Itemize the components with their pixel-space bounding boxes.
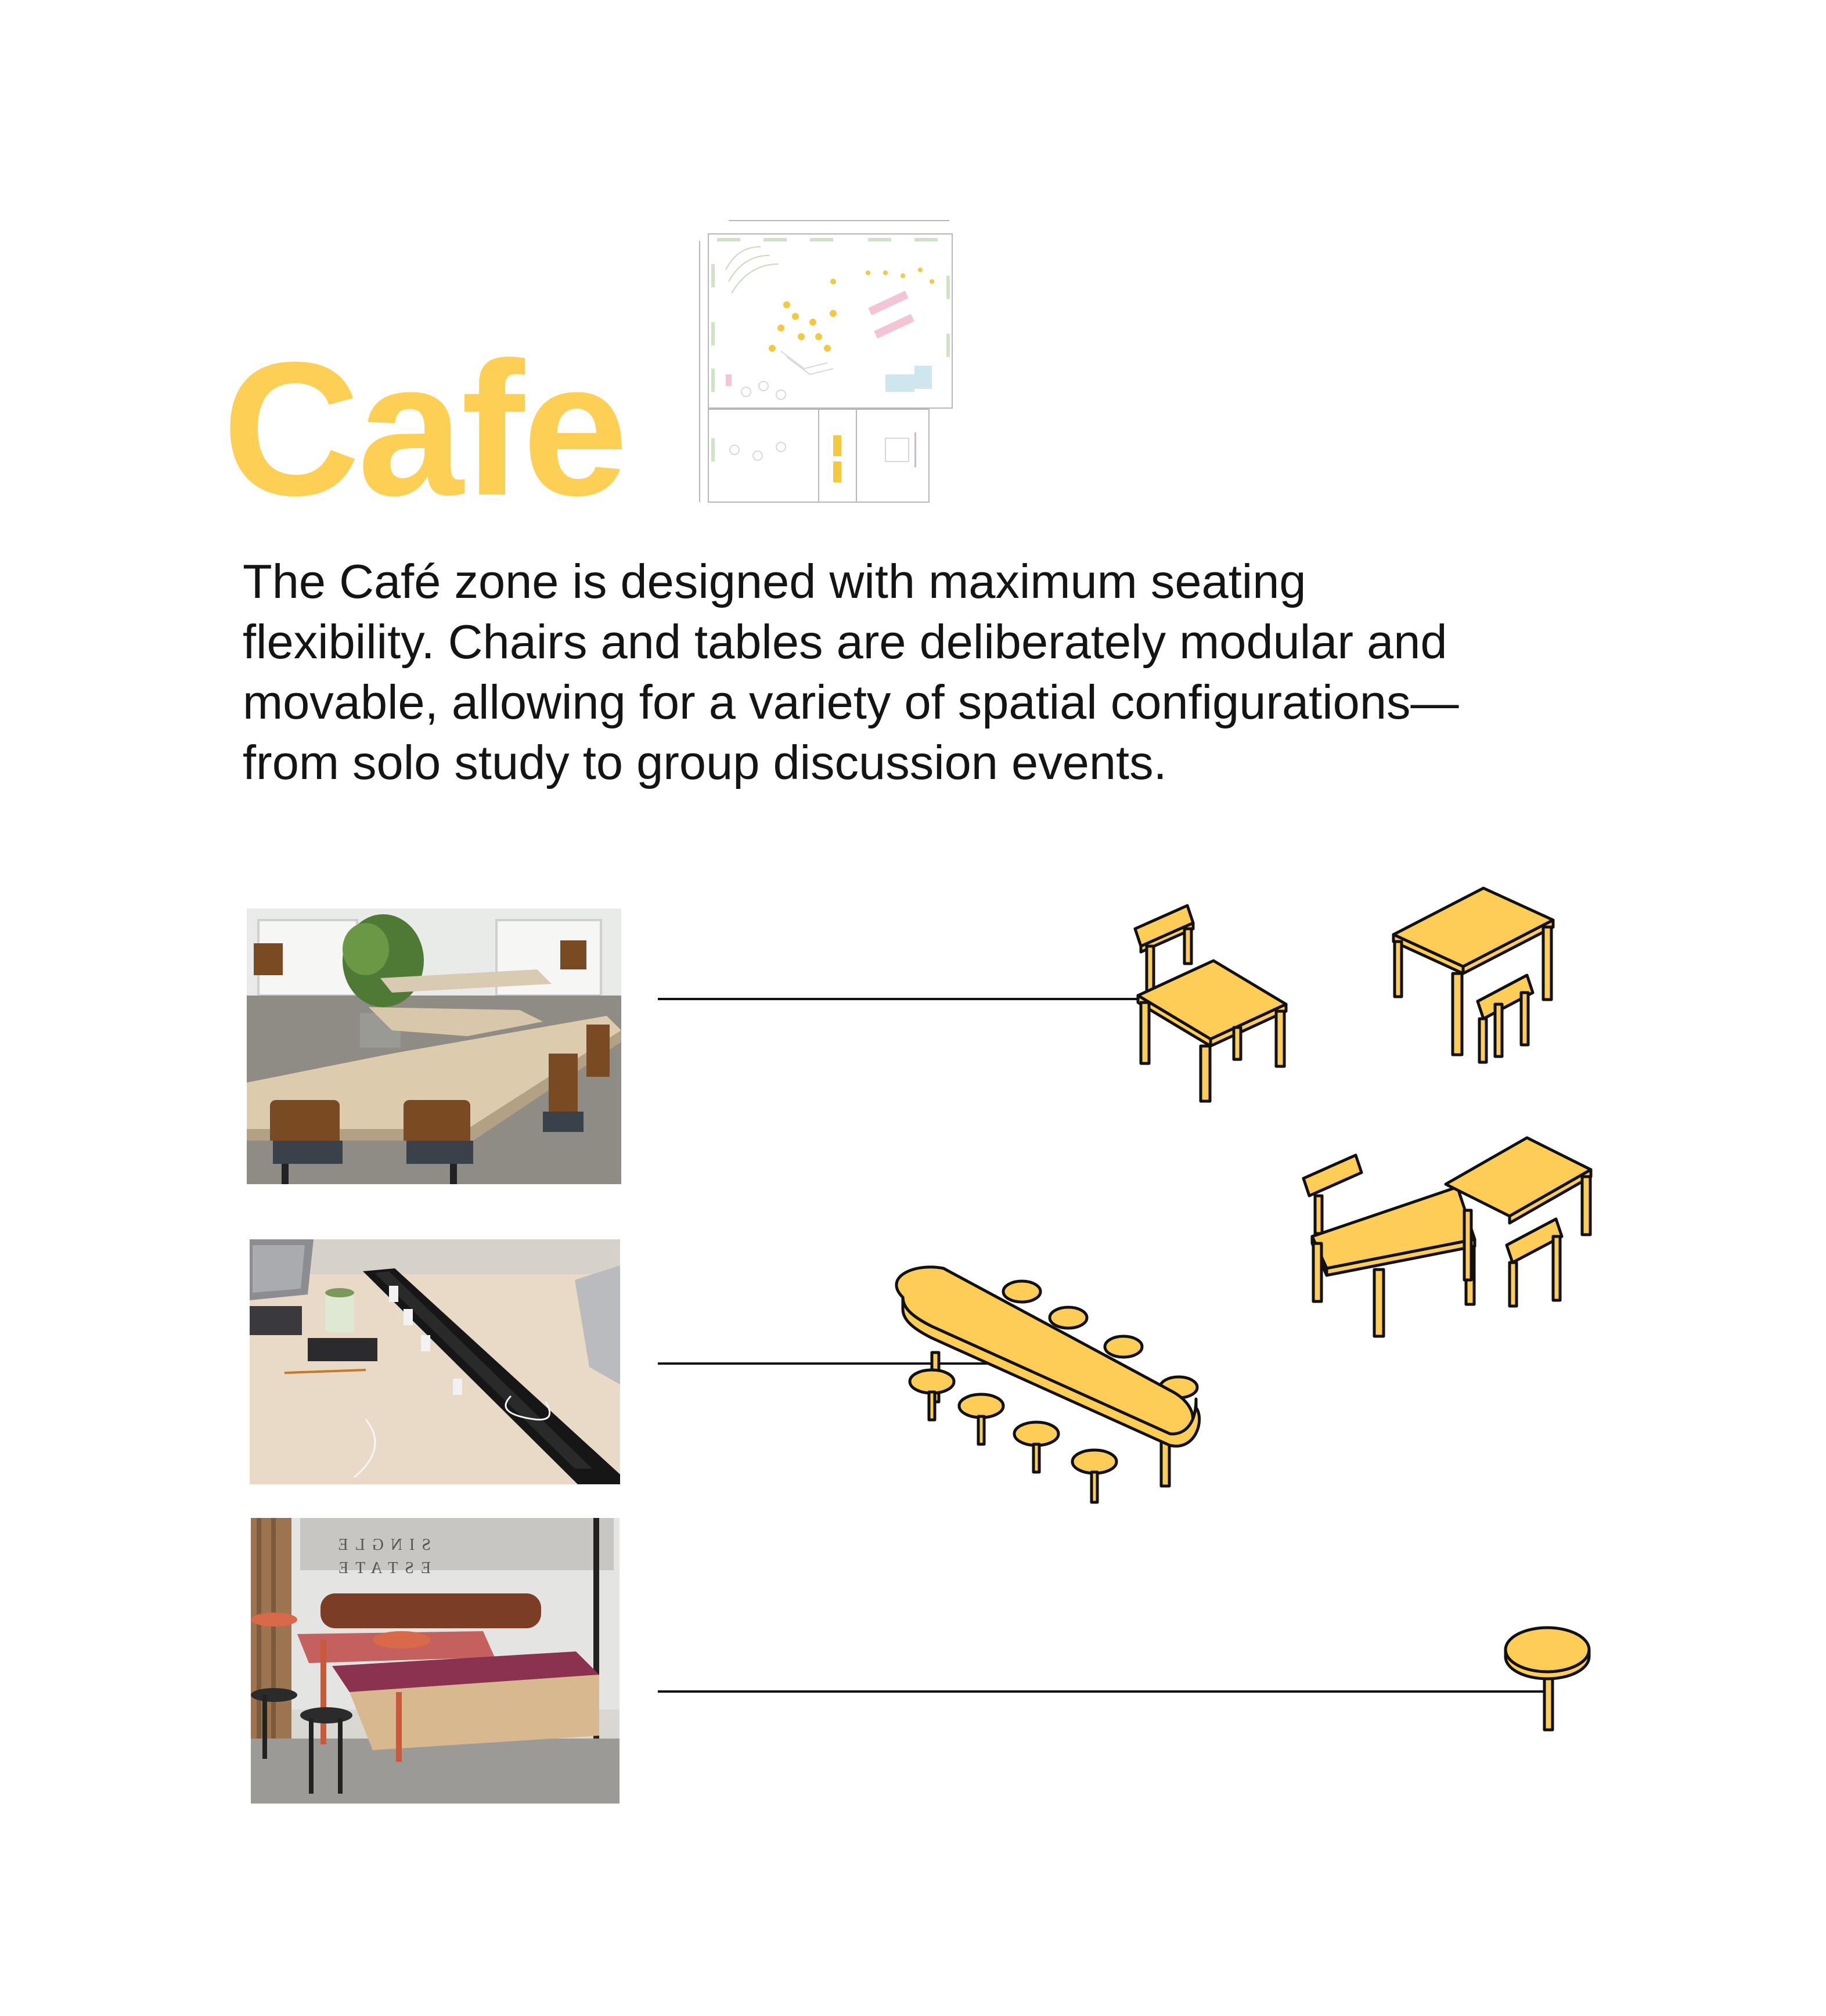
table-chair-set-illustration-2 — [1388, 877, 1562, 1062]
photo-sign-single: SINGLE — [331, 1536, 431, 1554]
reference-photo-power-trough-table — [250, 1239, 620, 1484]
reference-photo-tables-chairs — [247, 908, 621, 1184]
table-chair-set-illustration-1 — [1121, 894, 1301, 1091]
round-side-table-illustration — [1498, 1614, 1597, 1739]
description-paragraph: The Café zone is designed with maximum seating flexibility. Chairs and tables are deliberately modular and movable, allowing for a variety of spatial configurations—from solo study to group discussion events. — [243, 554, 1459, 789]
long-table-stools-illustration — [880, 1254, 1213, 1521]
floor-plan-image — [694, 218, 967, 508]
reference-photo-bench-stools — [251, 1518, 620, 1804]
connector-line-3 — [658, 1690, 1543, 1693]
photo-sign-estate: ESTATE — [332, 1559, 431, 1577]
table-chair-set-illustration-3 — [1301, 1135, 1597, 1367]
page-title: Cafe — [222, 322, 626, 535]
